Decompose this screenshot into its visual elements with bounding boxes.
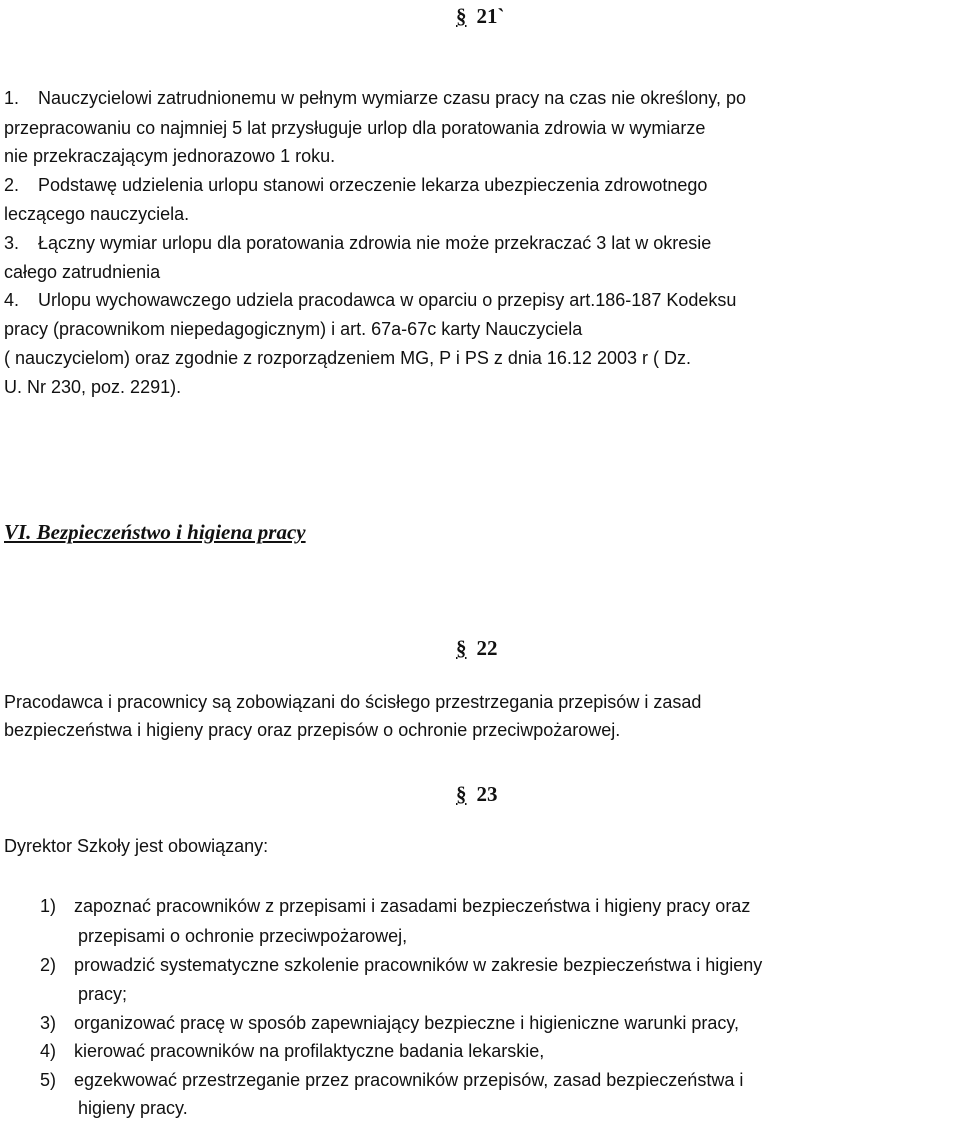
item-text: pracy; xyxy=(78,984,128,1004)
item-line xyxy=(40,1041,544,1062)
item-line xyxy=(40,955,762,976)
item-text: egzekwować przestrzeganie przez pracowników przepisów, zasad bezpieczeństwa i xyxy=(74,1070,744,1090)
item-number: 2) xyxy=(40,955,57,975)
section-number: 23 xyxy=(476,782,498,806)
item-text: kierować pracowników na profilaktyczne badania lekarskie, xyxy=(74,1041,545,1061)
item-text: przepracowaniu co najmniej 5 lat przysługuje urlop dla poratowania zdrowia w wymiarze xyxy=(4,118,706,138)
item-line xyxy=(4,233,711,254)
section-22-heading xyxy=(456,636,498,661)
item-line xyxy=(4,175,707,196)
item-line xyxy=(4,204,189,225)
item-text: U. Nr 230, poz. 2291). xyxy=(4,377,182,397)
item-line xyxy=(4,262,160,283)
item-text: pracy (pracownikom niepedagogicznym) i art. 67a-67c karty Nauczyciela xyxy=(4,319,583,339)
paragraph-text: Pracodawca i pracownicy są zobowiązani do ścisłego przestrzegania przepisów i zasad xyxy=(4,692,702,712)
paragraph-line xyxy=(4,720,620,741)
section-21-heading xyxy=(456,4,505,29)
item-line xyxy=(78,984,127,1005)
section-symbol: § xyxy=(456,636,467,660)
item-text: ( nauczycielom) oraz zgodnie z rozporządzeniem MG, P i PS z dnia 16.12 2003 r ( Dz. xyxy=(4,348,691,368)
item-number: 5) xyxy=(40,1070,57,1090)
director-intro: Dyrektor Szkoły jest obowiązany: xyxy=(4,836,269,856)
item-text: nie przekraczającym jednorazowo 1 roku. xyxy=(4,146,336,166)
section-23-heading xyxy=(456,782,498,807)
item-line xyxy=(4,319,582,340)
item-line xyxy=(40,1070,743,1091)
item-text: całego zatrudnienia xyxy=(4,262,161,282)
item-number: 1) xyxy=(40,896,57,916)
item-text: Urlopu wychowawczego udziela pracodawca w oparciu o przepisy art.186-187 Kodeksu xyxy=(38,290,737,310)
item-number: 2. xyxy=(4,175,20,195)
item-number: 4) xyxy=(40,1041,57,1061)
item-line xyxy=(78,1098,188,1119)
item-text: organizować pracę w sposób zapewniający bezpieczne i higieniczne warunki pracy, xyxy=(74,1013,740,1033)
item-line xyxy=(40,1013,739,1034)
item-line xyxy=(78,926,407,947)
item-line xyxy=(4,146,335,167)
section-symbol: § xyxy=(456,4,467,28)
chapter-heading: VI. Bezpieczeństwo i higiena pracy xyxy=(4,520,306,544)
item-text: Łączny wymiar urlopu dla poratowania zdrowia nie może przekraczać 3 lat w okresie xyxy=(38,233,712,253)
item-line xyxy=(4,118,705,139)
item-text: higieny pracy. xyxy=(78,1098,188,1118)
item-text: Podstawę udzielenia urlopu stanowi orzeczenie lekarza ubezpieczenia zdrowotnego xyxy=(38,175,708,195)
item-number: 1. xyxy=(4,88,20,108)
item-line xyxy=(4,88,956,109)
item-number: 3) xyxy=(40,1013,57,1033)
item-text: leczącego nauczyciela. xyxy=(4,204,190,224)
item-number: 3. xyxy=(4,233,20,253)
item-line xyxy=(4,348,691,369)
item-text: prowadzić systematyczne szkolenie pracowników w zakresie bezpieczeństwa i higieny xyxy=(74,955,763,975)
section-number: 21` xyxy=(476,4,505,28)
paragraph-line xyxy=(4,692,701,713)
section-number: 22 xyxy=(476,636,498,660)
item-text: przepisami o ochronie przeciwpożarowej, xyxy=(78,926,408,946)
item-line xyxy=(4,290,736,311)
item-line xyxy=(40,896,750,917)
section-symbol: § xyxy=(456,782,467,806)
paragraph-text: bezpieczeństwa i higieny pracy oraz przepisów o ochronie przeciwpożarowej. xyxy=(4,720,621,740)
item-text: Nauczycielowi zatrudnionemu w pełnym wymiarze czasu pracy na czas nie określony, po xyxy=(38,88,746,108)
item-number: 4. xyxy=(4,290,20,310)
item-line xyxy=(4,377,181,398)
item-text: zapoznać pracowników z przepisami i zasadami bezpieczeństwa i higieny pracy oraz xyxy=(74,896,751,916)
